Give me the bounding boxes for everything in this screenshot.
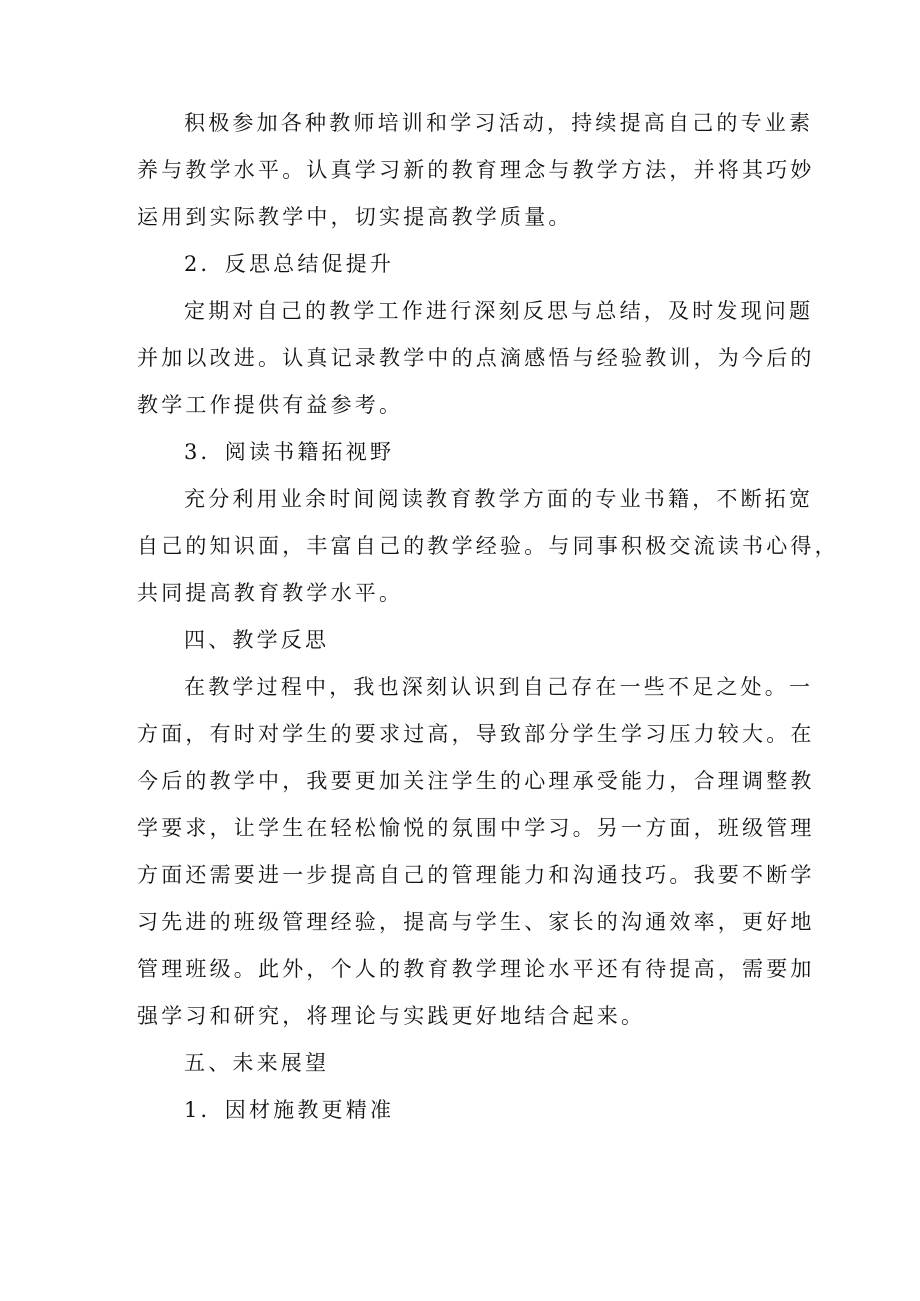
paragraph-line: 积极参加各种教师培训和学习活动，持续提高自己的专业素: [184, 111, 814, 135]
paragraph-line: 并加以改进。认真记录教学中的点滴感悟与经验教训，为今后的: [137, 346, 815, 370]
paragraph-line: 今后的教学中，我要更加关注学生的心理承受能力，合理调整教: [137, 769, 815, 793]
subheading-reflect-summarize: 2．反思总结促提升: [184, 252, 395, 276]
paragraph-line: 学要求，让学生在轻松愉悦的氛围中学习。另一方面，班级管理: [137, 816, 815, 840]
paragraph-line: 强学习和研究，将理论与实践更好地结合起来。: [137, 1004, 646, 1028]
paragraph-line: 自己的知识面，丰富自己的教学经验。与同事积极交流读书心得，: [137, 534, 839, 558]
subheading-reading-books: 3．阅读书籍拓视野: [184, 440, 395, 464]
paragraph-line: 运用到实际教学中，切实提高教学质量。: [137, 205, 573, 229]
paragraph-line: 管理班级。此外，个人的教育教学理论水平还有待提高，需要加: [137, 957, 815, 981]
section-heading-future-outlook: 五、未来展望: [184, 1051, 330, 1075]
section-heading-teaching-reflection: 四、教学反思: [184, 628, 330, 652]
paragraph-line: 在教学过程中，我也深刻认识到自己存在一些不足之处。一: [184, 675, 814, 699]
subheading-differentiated-teaching: 1．因材施教更精准: [184, 1098, 395, 1122]
paragraph-line: 共同提高教育教学水平。: [137, 581, 404, 605]
paragraph-line: 定期对自己的教学工作进行深刻反思与总结，及时发现问题: [184, 299, 814, 323]
paragraph-line: 教学工作提供有益参考。: [137, 393, 404, 417]
paragraph-line: 方面还需要进一步提高自己的管理能力和沟通技巧。我要不断学: [137, 863, 815, 887]
paragraph-line: 养与教学水平。认真学习新的教育理念与教学方法，并将其巧妙: [137, 158, 815, 182]
paragraph-line: 方面，有时对学生的要求过高，导致部分学生学习压力较大。在: [137, 722, 815, 746]
paragraph-line: 习先进的班级管理经验，提高与学生、家长的沟通效率，更好地: [137, 910, 815, 934]
paragraph-line: 充分利用业余时间阅读教育教学方面的专业书籍，不断拓宽: [184, 487, 814, 511]
